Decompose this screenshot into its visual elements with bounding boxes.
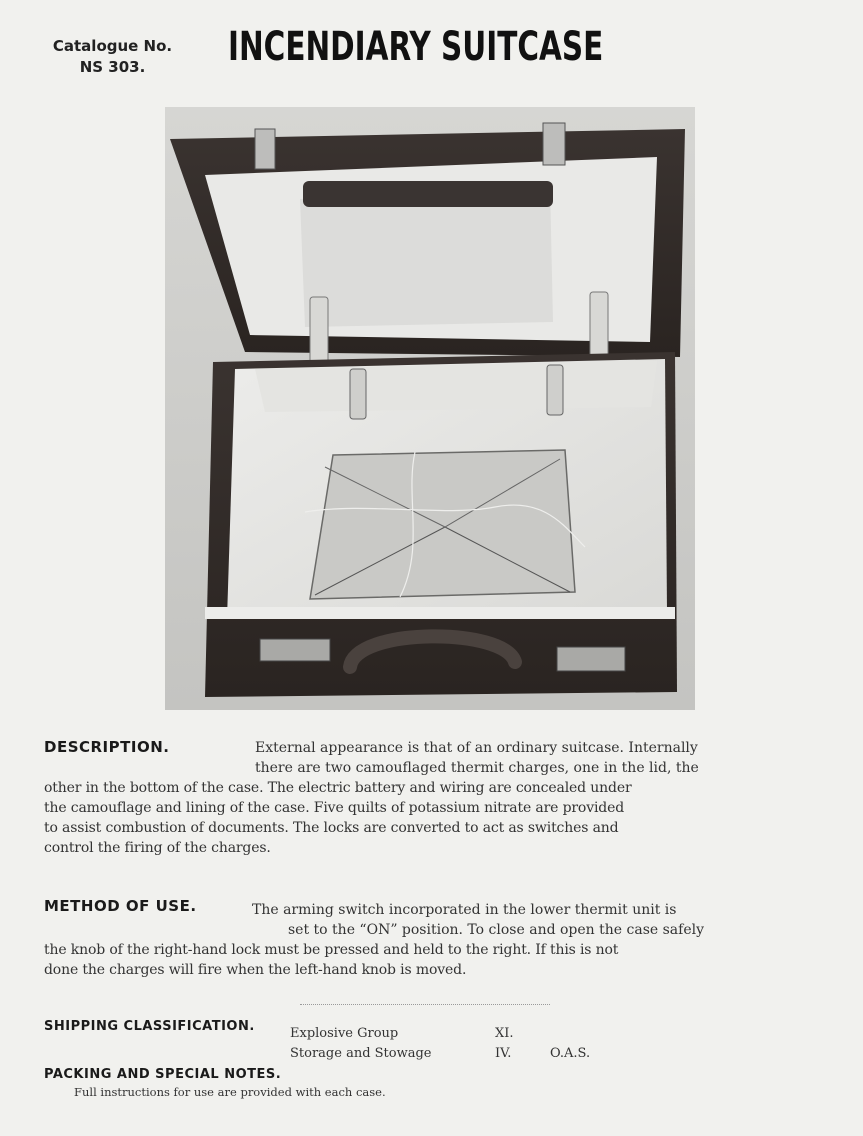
- shipping-value: IV.: [495, 1046, 512, 1061]
- packing-heading: PACKING AND SPECIAL NOTES.: [44, 1067, 282, 1082]
- shipping-labels: [290, 1024, 432, 1064]
- shipping-label: Explosive Group: [290, 1026, 399, 1041]
- catalogue-number: [40, 36, 185, 78]
- description-line: there are two camouflaged thermit charges, one in the lid, the: [255, 760, 699, 776]
- shipping-value: XI.: [495, 1026, 514, 1041]
- catalogue-label: Catalogue No.: [52, 37, 173, 55]
- method-heading: METHOD OF USE.: [44, 897, 197, 915]
- description-heading: DESCRIPTION.: [44, 738, 170, 756]
- description-line: External appearance is that of an ordinary suitcase. Internally: [255, 740, 698, 756]
- shipping-heading: SHIPPING CLASSIFICATION.: [44, 1019, 255, 1034]
- shipping-extra: O.A.S.: [550, 1046, 591, 1061]
- section-divider: [300, 1004, 550, 1005]
- shipping-values: [495, 1024, 514, 1064]
- method-line: set to the “ON” position. To close and open the case safely: [288, 922, 705, 938]
- description-line: control the firing of the charges.: [44, 840, 271, 856]
- description-line: to assist combustion of documents. The locks are converted to act as switches and: [44, 820, 619, 836]
- page-title: INCENDIARY SUITCASE: [228, 24, 604, 70]
- description-paragraph-cont: [44, 778, 632, 858]
- method-line: The arming switch incorporated in the lower thermit unit is: [252, 902, 677, 918]
- method-paragraph-cont: [44, 940, 618, 980]
- shipping-label: Storage and Stowage: [290, 1046, 432, 1061]
- method-paragraph: [252, 900, 704, 940]
- suitcase-illustration: [165, 107, 695, 710]
- packing-note: Full instructions for use are provided with each case.: [74, 1085, 386, 1099]
- description-paragraph: [255, 738, 699, 778]
- suitcase-photo: [165, 107, 695, 710]
- method-line: done the charges will fire when the left-hand knob is moved.: [44, 962, 467, 978]
- method-line: the knob of the right-hand lock must be pressed and held to the right. If this is not: [44, 942, 619, 958]
- catalogue-code: NS 303.: [79, 58, 146, 76]
- description-line: the camouflage and lining of the case. Five quilts of potassium nitrate are provided: [44, 800, 625, 816]
- description-line: other in the bottom of the case. The electric battery and wiring are concealed under: [44, 780, 632, 796]
